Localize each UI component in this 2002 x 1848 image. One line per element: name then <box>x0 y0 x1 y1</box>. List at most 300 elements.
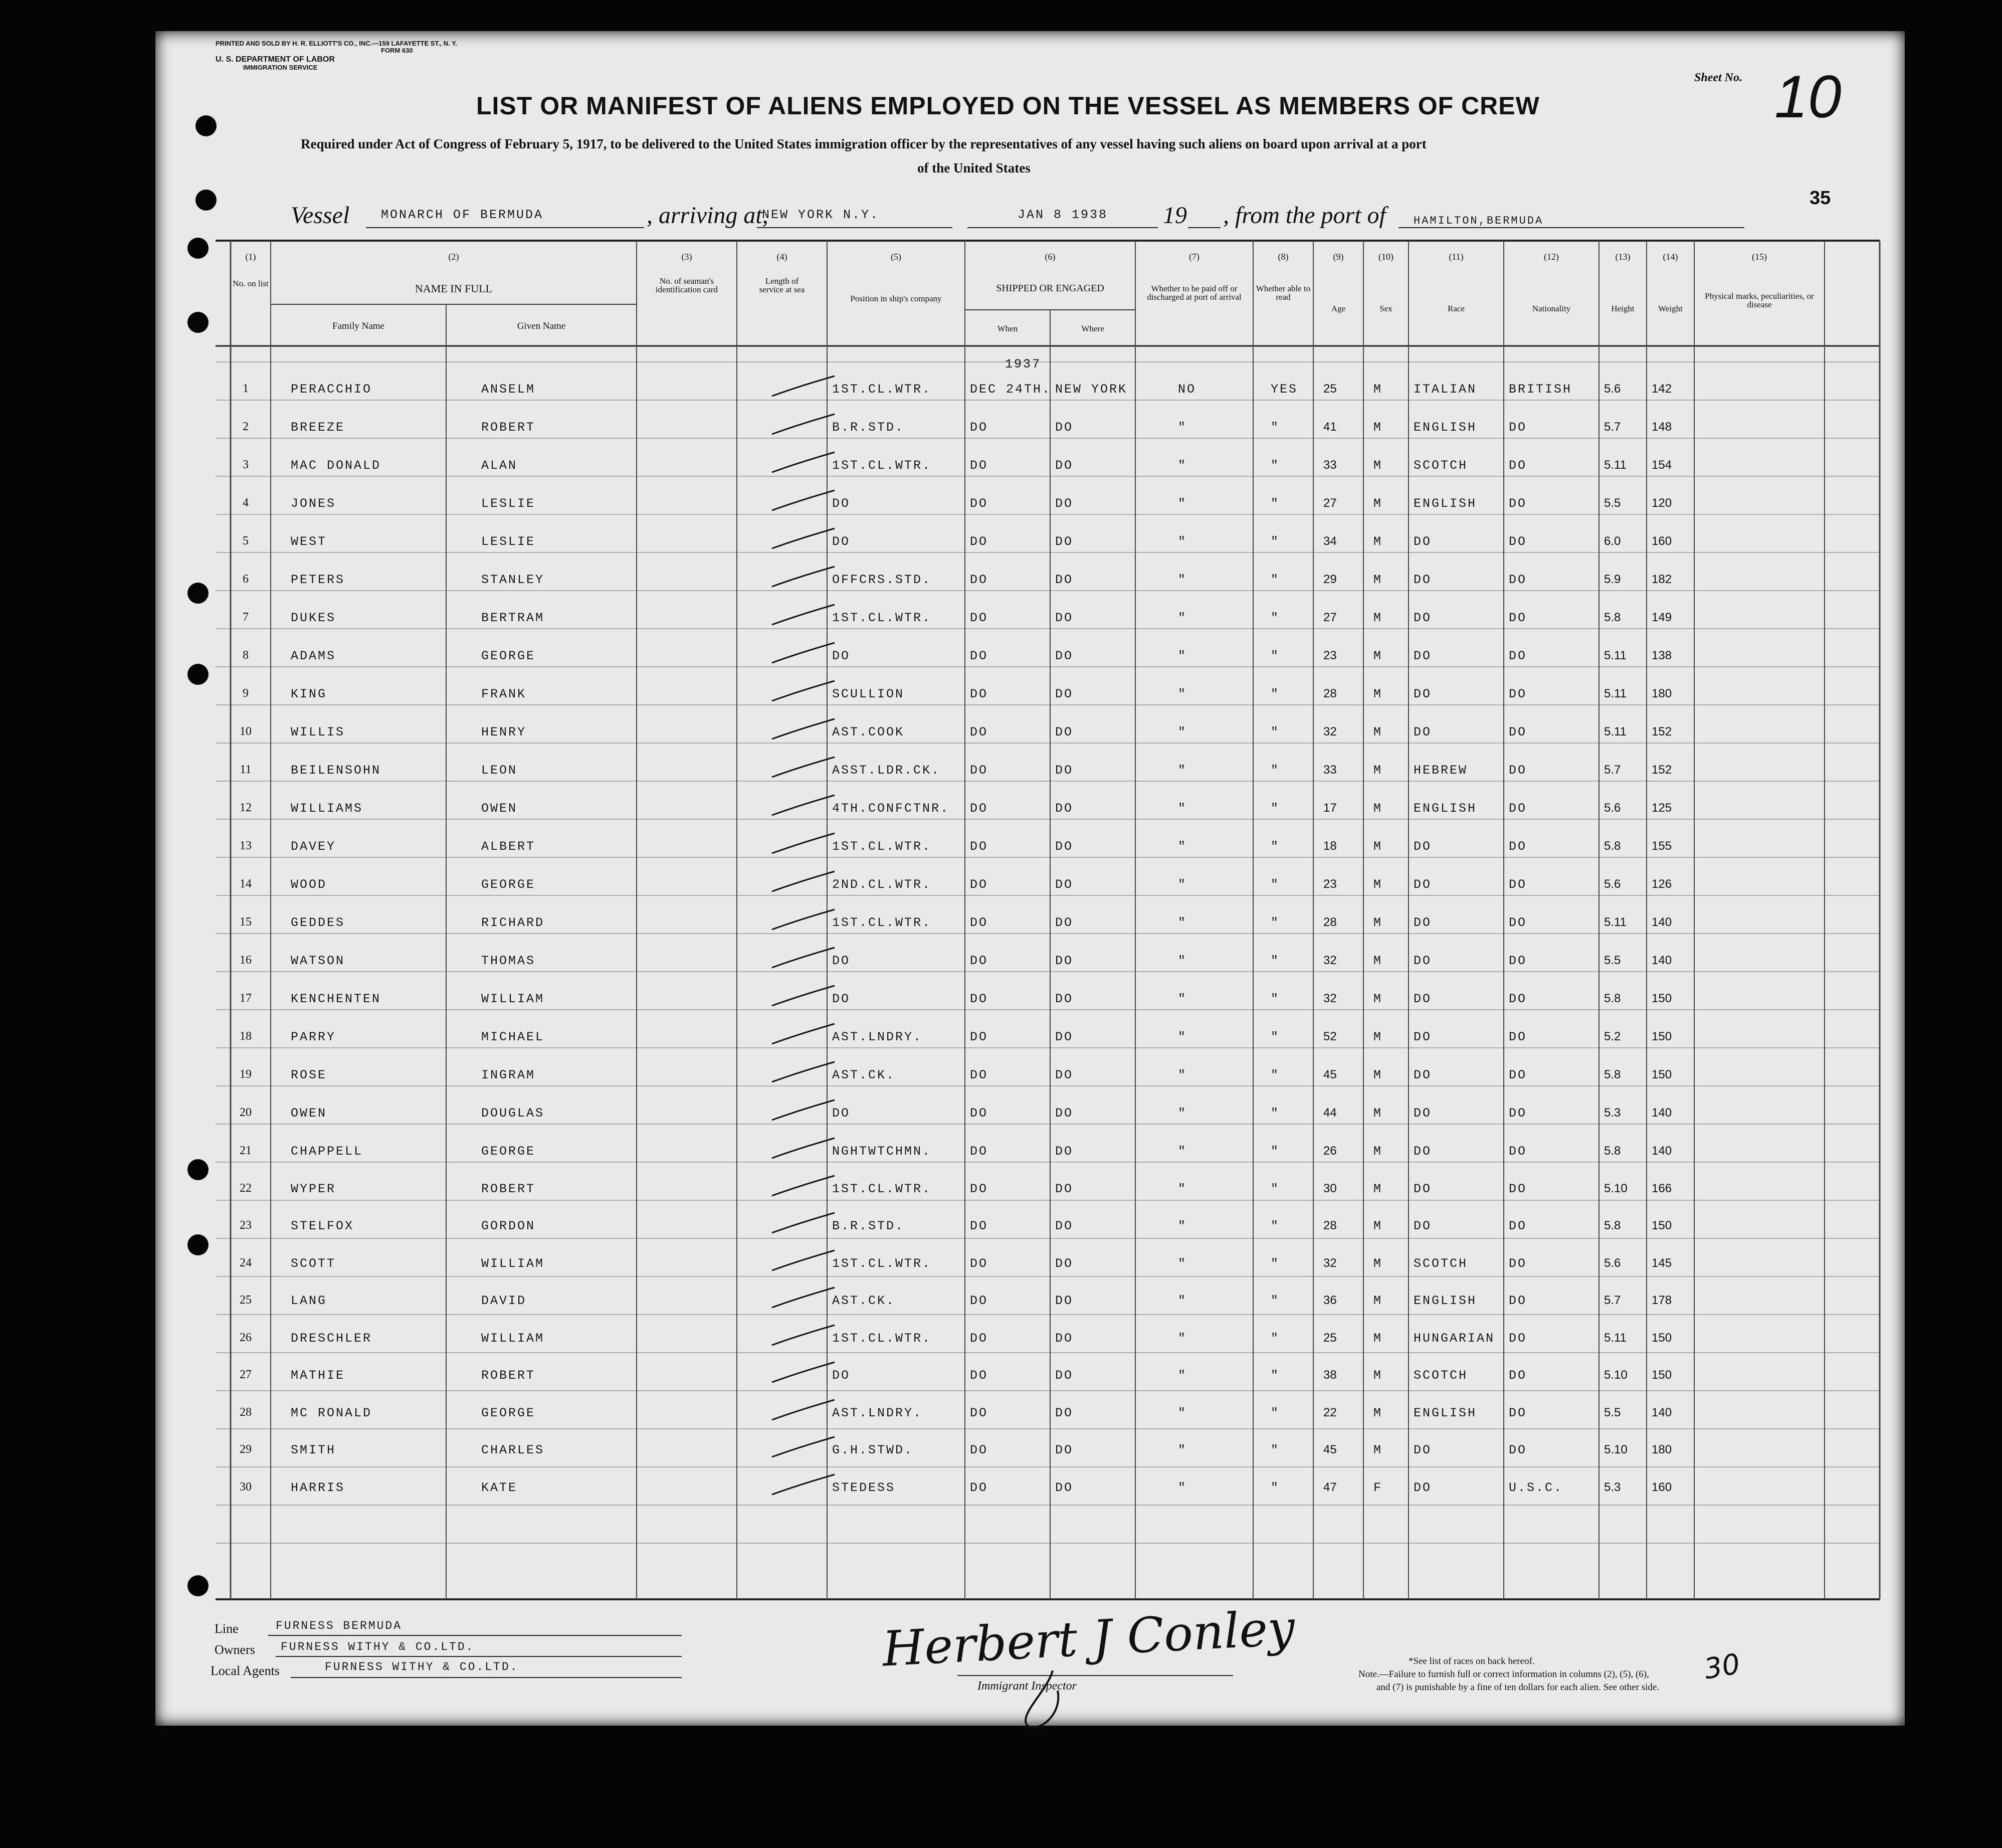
shipped-where: DO <box>1055 1480 1074 1495</box>
family-name: WILLIAMS <box>291 801 363 816</box>
shipped-when: DO <box>970 496 988 511</box>
paid-off: " <box>1178 1480 1187 1495</box>
row-number: 5 <box>243 534 249 547</box>
weight: 142 <box>1652 382 1672 396</box>
height: 5.9 <box>1604 573 1621 586</box>
height: 5.2 <box>1604 1030 1621 1043</box>
family-name: BEILENSOHN <box>291 763 381 778</box>
race: DO <box>1414 573 1432 587</box>
given-name: OWEN <box>481 801 518 816</box>
weight: 152 <box>1652 763 1672 777</box>
row-number: 17 <box>240 992 252 1005</box>
nationality: DO <box>1509 954 1527 968</box>
race: DO <box>1414 1480 1432 1495</box>
family-name: SMITH <box>291 1443 336 1457</box>
able-to-read: " <box>1271 1181 1280 1196</box>
age: 29 <box>1323 573 1337 586</box>
age: 25 <box>1323 1331 1337 1345</box>
penalty-note-cont: and (7) is punishable by a fine of ten dollars for each alien. See other side. <box>1376 1682 1660 1693</box>
shipped-when: DO <box>970 573 988 587</box>
nationality: DO <box>1509 611 1527 625</box>
sex: M <box>1373 611 1383 625</box>
able-to-read: " <box>1271 1331 1280 1346</box>
weight: 148 <box>1652 420 1672 434</box>
age: 18 <box>1323 839 1337 853</box>
position: 1ST.CL.WTR. <box>832 1181 932 1196</box>
col-num: (15) <box>1752 252 1767 262</box>
race: SCOTCH <box>1414 458 1468 473</box>
height: 5.10 <box>1604 1181 1628 1195</box>
age: 28 <box>1323 687 1337 700</box>
able-to-read: " <box>1271 1106 1280 1121</box>
col-num: (4) <box>776 252 787 262</box>
nationality: DO <box>1509 992 1527 1006</box>
shipped-when: DO <box>970 1030 988 1044</box>
paid-off: " <box>1178 1405 1187 1420</box>
height: 5.8 <box>1604 1068 1621 1081</box>
position: DO <box>832 1368 851 1383</box>
age: 44 <box>1323 1106 1337 1120</box>
position: 2ND.CL.WTR. <box>832 877 932 892</box>
age: 34 <box>1323 534 1337 548</box>
weight: 155 <box>1652 839 1672 853</box>
row-number: 11 <box>240 763 252 776</box>
nationality: DO <box>1509 1068 1527 1082</box>
able-to-read: " <box>1271 763 1280 778</box>
family-name: STELFOX <box>291 1219 354 1233</box>
nationality: DO <box>1509 1368 1527 1383</box>
family-name: MAC DONALD <box>291 458 381 473</box>
sex: M <box>1373 877 1383 892</box>
row-number: 9 <box>243 687 249 700</box>
shipped-when: DO <box>970 915 988 930</box>
weight: 140 <box>1652 1405 1672 1419</box>
shipped-when: DO <box>970 1068 988 1082</box>
shipped-when: DO <box>970 420 988 435</box>
col-num: (12) <box>1544 252 1559 262</box>
row-number: 29 <box>240 1443 252 1456</box>
weight: 150 <box>1652 992 1672 1005</box>
nationality: DO <box>1509 573 1527 587</box>
sex: M <box>1373 1405 1383 1420</box>
nationality: DO <box>1509 496 1527 511</box>
shipped-where: DO <box>1055 1405 1074 1420</box>
position: DO <box>832 534 851 549</box>
able-to-read: " <box>1271 1443 1280 1457</box>
sex: M <box>1373 954 1383 968</box>
given-name: HENRY <box>481 725 527 740</box>
col-header-when: When <box>997 324 1018 333</box>
col-header-height: Height <box>1611 304 1635 313</box>
shipped-where: DO <box>1055 1030 1074 1044</box>
sex: M <box>1373 496 1383 511</box>
sex: M <box>1373 1144 1383 1159</box>
given-name: WILLIAM <box>481 992 545 1006</box>
row-number: 1 <box>243 382 249 395</box>
family-name: LANG <box>291 1293 327 1308</box>
weight: 140 <box>1652 1106 1672 1120</box>
service: IMMIGRATION SERVICE <box>243 64 318 71</box>
age: 52 <box>1323 1030 1337 1043</box>
row-number: 14 <box>240 877 252 890</box>
nationality: DO <box>1509 915 1527 930</box>
sex: M <box>1373 1068 1383 1082</box>
sex: M <box>1373 458 1383 473</box>
weight: 180 <box>1652 687 1672 700</box>
given-name: ALAN <box>481 458 518 473</box>
family-name: PERACCHIO <box>291 382 372 397</box>
given-name: STANLEY <box>481 573 545 587</box>
shipped-where: DO <box>1055 1106 1074 1121</box>
shipped-where: DO <box>1055 763 1074 778</box>
weight: 160 <box>1652 534 1672 548</box>
sex: M <box>1373 382 1383 397</box>
family-name: PARRY <box>291 1030 336 1044</box>
height: 5.8 <box>1604 839 1621 853</box>
sex: M <box>1373 1219 1383 1233</box>
family-name: SCOTT <box>291 1256 336 1271</box>
race: DO <box>1414 1443 1432 1457</box>
height: 5.10 <box>1604 1368 1628 1382</box>
given-name: LESLIE <box>481 534 536 549</box>
race: DO <box>1414 877 1432 892</box>
race: DO <box>1414 839 1432 854</box>
row-number: 3 <box>243 458 249 471</box>
paid-off: " <box>1178 763 1187 778</box>
nationality: DO <box>1509 1293 1527 1308</box>
shipped-where: DO <box>1055 877 1074 892</box>
col-header-sex: Sex <box>1379 304 1392 313</box>
shipped-when: DEC 24TH. <box>970 382 1052 397</box>
sex: M <box>1373 1106 1383 1121</box>
given-name: ROBERT <box>481 1368 536 1383</box>
family-name: KING <box>291 687 327 701</box>
paid-off: " <box>1178 573 1187 587</box>
position: AST.LNDRY. <box>832 1030 923 1044</box>
age: 38 <box>1323 1368 1337 1382</box>
row-number: 13 <box>240 839 252 852</box>
sex: M <box>1373 573 1383 587</box>
shipped-when: DO <box>970 534 988 549</box>
shipped-where: DO <box>1055 1068 1074 1082</box>
able-to-read: " <box>1271 1480 1280 1495</box>
subtitle: Required under Act of Congress of February 5, 1917, to be delivered to the United States immigration officer by the representatives of any vessel having such aliens on board upon arrival at a port <box>301 136 1427 151</box>
printer-line: PRINTED AND SOLD BY H. R. ELLIOTT'S CO., INC.—159 LAFAYETTE ST., N. Y. <box>216 40 457 47</box>
sex: M <box>1373 420 1383 435</box>
shipped-when: DO <box>970 649 988 663</box>
height: 5.11 <box>1604 687 1627 700</box>
row-number: 20 <box>240 1106 252 1119</box>
col-header-race: Race <box>1448 304 1465 313</box>
race: DO <box>1414 1181 1432 1196</box>
height: 5.8 <box>1604 611 1621 624</box>
row-number: 22 <box>240 1181 252 1195</box>
race: ENGLISH <box>1414 496 1477 511</box>
able-to-read: " <box>1271 458 1280 473</box>
race: DO <box>1414 954 1432 968</box>
col-num: (8) <box>1278 252 1289 262</box>
nationality: DO <box>1509 1106 1527 1121</box>
given-name: WILLIAM <box>481 1256 545 1271</box>
shipped-where: DO <box>1055 1144 1074 1159</box>
shipped-when: DO <box>970 801 988 816</box>
shipped-where: DO <box>1055 687 1074 701</box>
able-to-read: " <box>1271 573 1280 587</box>
able-to-read: " <box>1271 877 1280 892</box>
col-header-position: Position in ship's company <box>850 294 942 303</box>
page-number: 35 <box>1810 188 1831 209</box>
paid-off: " <box>1178 649 1187 663</box>
shipped-where: DO <box>1055 573 1074 587</box>
shipped-when: DO <box>970 877 988 892</box>
weight: 126 <box>1652 877 1672 891</box>
family-name: GEDDES <box>291 915 345 930</box>
shipped-where: DO <box>1055 1368 1074 1383</box>
family-name: WATSON <box>291 954 345 968</box>
able-to-read: " <box>1271 1144 1280 1159</box>
paid-off: " <box>1178 1443 1187 1457</box>
year-label: 19 <box>1163 202 1187 229</box>
able-to-read: " <box>1271 954 1280 968</box>
shipped-where: DO <box>1055 611 1074 625</box>
able-to-read: " <box>1271 1256 1280 1271</box>
shipped-where: DO <box>1055 954 1074 968</box>
given-name: BERTRAM <box>481 611 545 625</box>
form-number: FORM 630 <box>381 47 413 54</box>
weight: 140 <box>1652 1144 1672 1158</box>
family-name: WILLIS <box>291 725 345 740</box>
height: 5.5 <box>1604 1405 1621 1419</box>
race: SCOTCH <box>1414 1368 1468 1383</box>
row-number: 16 <box>240 954 252 967</box>
shipped-when: DO <box>970 687 988 701</box>
arrival-date: JAN 8 1938 <box>1018 208 1108 222</box>
shipped-where: DO <box>1055 1256 1074 1271</box>
able-to-read: " <box>1271 420 1280 435</box>
races-note: *See list of races on back hereof. <box>1409 1656 1535 1667</box>
position: DO <box>832 992 851 1006</box>
nationality: DO <box>1509 687 1527 701</box>
shipped-where: DO <box>1055 649 1074 663</box>
height: 5.7 <box>1604 420 1621 434</box>
age: 28 <box>1323 915 1337 929</box>
arriving-label: , arriving at, <box>647 202 768 229</box>
position: SCULLION <box>832 687 905 701</box>
shipped-where: DO <box>1055 496 1074 511</box>
given-name: LEON <box>481 763 518 778</box>
shipped-when: DO <box>970 458 988 473</box>
sex: F <box>1373 1480 1383 1495</box>
paid-off: " <box>1178 687 1187 701</box>
col-num: (3) <box>681 252 692 262</box>
col-header-physical: Physical marks, peculiarities, or disease <box>1705 291 1814 309</box>
shipped-when: DO <box>970 611 988 625</box>
height: 5.5 <box>1604 496 1621 510</box>
row-number: 23 <box>240 1219 252 1232</box>
paid-off: " <box>1178 1030 1187 1044</box>
position: 1ST.CL.WTR. <box>832 611 932 625</box>
age: 33 <box>1323 763 1337 777</box>
row-number: 28 <box>240 1405 252 1419</box>
col-num: (5) <box>891 252 901 262</box>
local-agents-value: FURNESS WITHY & CO.LTD. <box>325 1660 519 1674</box>
nationality: DO <box>1509 1030 1527 1044</box>
line-label: Line <box>215 1621 239 1636</box>
height: 5.7 <box>1604 763 1621 777</box>
sex: M <box>1373 1181 1383 1196</box>
col-num: (2) <box>448 252 459 262</box>
position: NGHTWTCHMN. <box>832 1144 932 1159</box>
height: 5.11 <box>1604 1331 1627 1345</box>
weight: 150 <box>1652 1219 1672 1232</box>
shipped-when: DO <box>970 954 988 968</box>
col-header-where: Where <box>1081 324 1104 333</box>
col-num: (9) <box>1333 252 1344 262</box>
inspector-signature: Herbert J Conley <box>881 1599 1296 1678</box>
height: 5.11 <box>1604 649 1627 662</box>
vessel-label: Vessel <box>291 202 350 229</box>
sex: M <box>1373 534 1383 549</box>
race: ITALIAN <box>1414 382 1477 397</box>
family-name: PETERS <box>291 573 345 587</box>
shipped-when: DO <box>970 992 988 1006</box>
race: SCOTCH <box>1414 1256 1468 1271</box>
sex: M <box>1373 801 1383 816</box>
weight: 152 <box>1652 725 1672 738</box>
weight: 154 <box>1652 458 1672 472</box>
given-name: WILLIAM <box>481 1331 545 1346</box>
position: DO <box>832 496 851 511</box>
position: 1ST.CL.WTR. <box>832 839 932 854</box>
age: 45 <box>1323 1443 1337 1456</box>
given-name: ALBERT <box>481 839 536 854</box>
row-number: 6 <box>243 573 249 586</box>
sex: M <box>1373 1030 1383 1044</box>
shipped-where: DO <box>1055 534 1074 549</box>
paid-off: " <box>1178 725 1187 740</box>
race: DO <box>1414 1144 1432 1159</box>
weight: 180 <box>1652 1443 1672 1456</box>
col-header-paid-off: Whether to be paid off or discharged at port of arrival <box>1147 284 1242 302</box>
col-num: (1) <box>245 252 256 262</box>
race: ENGLISH <box>1414 801 1477 816</box>
row-number: 19 <box>240 1068 252 1081</box>
height: 5.3 <box>1604 1106 1621 1120</box>
shipped-where: DO <box>1055 1219 1074 1233</box>
family-name: DAVEY <box>291 839 336 854</box>
owners-value: FURNESS WITHY & CO.LTD. <box>281 1640 475 1653</box>
family-name: WYPER <box>291 1181 336 1196</box>
given-name: DOUGLAS <box>481 1106 545 1121</box>
sheet-number: 10 <box>1774 63 1842 130</box>
race: ENGLISH <box>1414 420 1477 435</box>
able-to-read: YES <box>1271 382 1298 397</box>
weight: 160 <box>1652 1480 1672 1494</box>
shipped-when: DO <box>970 763 988 778</box>
position: 4TH.CONFCTNR. <box>832 801 950 816</box>
inspector-label: Immigrant Inspector <box>977 1680 1077 1693</box>
nationality: DO <box>1509 458 1527 473</box>
able-to-read: " <box>1271 801 1280 816</box>
paid-off: " <box>1178 1219 1187 1233</box>
nationality: U.S.C. <box>1509 1480 1563 1495</box>
weight: 140 <box>1652 954 1672 967</box>
sex: M <box>1373 839 1383 854</box>
shipped-when: DO <box>970 1293 988 1308</box>
able-to-read: " <box>1271 649 1280 663</box>
penalty-note: Note.—Failure to furnish full or correct information in columns (2), (5), (6), <box>1358 1669 1649 1680</box>
col-header-name: NAME IN FULL <box>415 282 492 295</box>
nationality: DO <box>1509 725 1527 740</box>
race: DO <box>1414 611 1432 625</box>
shipped-when: DO <box>970 1368 988 1383</box>
race: ENGLISH <box>1414 1405 1477 1420</box>
paid-off: " <box>1178 992 1187 1006</box>
paid-off: " <box>1178 1331 1187 1346</box>
shipped-when: DO <box>970 1106 988 1121</box>
row-number: 26 <box>240 1331 252 1344</box>
shipped-where: DO <box>1055 458 1074 473</box>
shipped-when: DO <box>970 725 988 740</box>
position: STEDESS <box>832 1480 896 1495</box>
age: 28 <box>1323 1219 1337 1232</box>
weight: 150 <box>1652 1030 1672 1043</box>
paid-off: " <box>1178 915 1187 930</box>
height: 5.10 <box>1604 1443 1628 1456</box>
shipped-where: DO <box>1055 725 1074 740</box>
race: DO <box>1414 1106 1432 1121</box>
sex: M <box>1373 1331 1383 1346</box>
age: 30 <box>1323 1181 1337 1195</box>
age: 23 <box>1323 877 1337 891</box>
family-name: MC RONALD <box>291 1405 372 1420</box>
shipped-when: DO <box>970 1256 988 1271</box>
col-header-weight: Weight <box>1658 304 1683 313</box>
shipped-where: DO <box>1055 1293 1074 1308</box>
row-number: 30 <box>240 1480 252 1494</box>
shipped-when: DO <box>970 1144 988 1159</box>
race: DO <box>1414 1219 1432 1233</box>
shipped-when: DO <box>970 1181 988 1196</box>
sex: M <box>1373 725 1383 740</box>
col-header-id-card: No. of seaman's identification card <box>655 276 718 294</box>
weight: 150 <box>1652 1368 1672 1382</box>
weight: 125 <box>1652 801 1672 815</box>
sex: M <box>1373 687 1383 701</box>
nationality: DO <box>1509 839 1527 854</box>
given-name: FRANK <box>481 687 527 701</box>
col-num: (7) <box>1189 252 1199 262</box>
able-to-read: " <box>1271 1030 1280 1044</box>
age: 32 <box>1323 992 1337 1005</box>
position: DO <box>832 954 851 968</box>
shipped-where: DO <box>1055 1181 1074 1196</box>
given-name: ANSELM <box>481 382 536 397</box>
race: DO <box>1414 992 1432 1006</box>
height: 5.8 <box>1604 1219 1621 1232</box>
able-to-read: " <box>1271 725 1280 740</box>
race: DO <box>1414 1030 1432 1044</box>
nationality: DO <box>1509 534 1527 549</box>
local-agents-label: Local Agents <box>211 1664 280 1678</box>
shipped-when: DO <box>970 1405 988 1420</box>
height: 5.5 <box>1604 954 1621 967</box>
col-num: (10) <box>1378 252 1393 262</box>
family-name: MATHIE <box>291 1368 345 1383</box>
sex: M <box>1373 1293 1383 1308</box>
given-name: GEORGE <box>481 1144 536 1159</box>
col-num: (14) <box>1663 252 1678 262</box>
